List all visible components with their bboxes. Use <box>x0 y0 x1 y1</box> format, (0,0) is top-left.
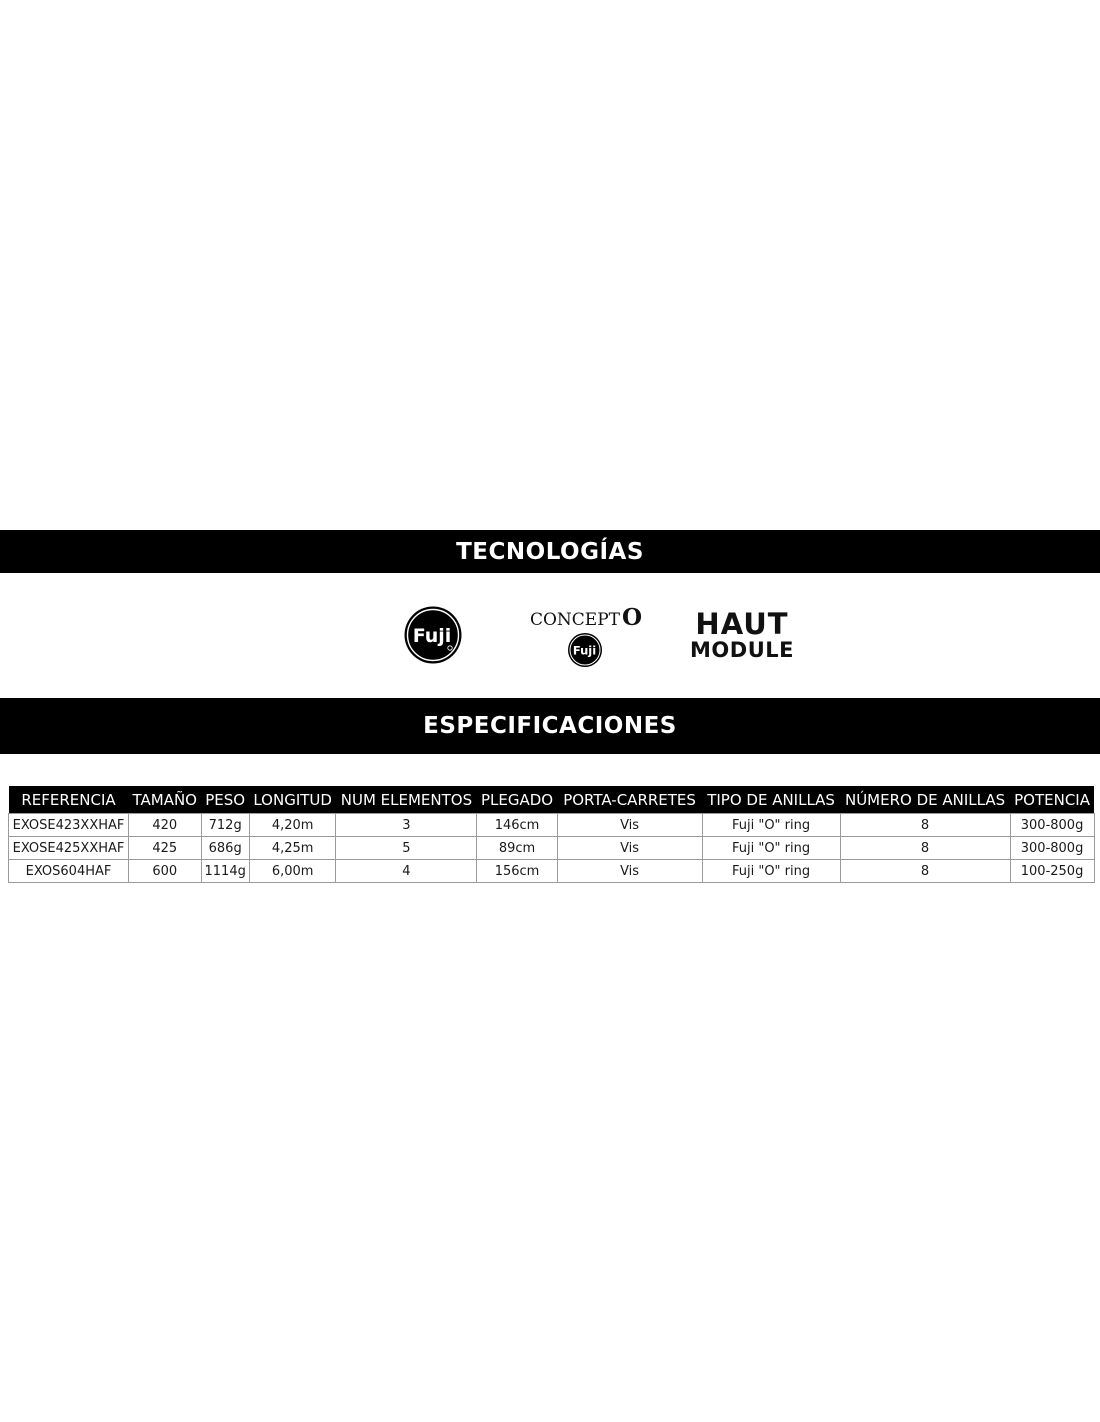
cell-potencia: 300-800g <box>1010 814 1094 837</box>
haut-module-logo <box>686 607 798 662</box>
table-header-row <box>9 786 1095 814</box>
technologies-header <box>0 530 1100 573</box>
specifications-title: ESPECIFICACIONES <box>423 713 677 739</box>
header-longitud: LONGITUD <box>249 786 336 814</box>
cell-referencia: EXOS604HAF <box>9 860 129 883</box>
cell-potencia: 300-800g <box>1010 837 1094 860</box>
header-tipo-anillas: TIPO DE ANILLAS <box>702 786 840 814</box>
cell-longitud: 4,20m <box>249 814 336 837</box>
cell-num-elementos: 3 <box>336 814 477 837</box>
cell-porta-carretes: Vis <box>557 837 702 860</box>
table-row <box>9 860 1095 883</box>
cell-porta-carretes: Vis <box>557 860 702 883</box>
cell-num-elementos: 5 <box>336 837 477 860</box>
header-numero-anillas: NÚMERO DE ANILLAS <box>840 786 1010 814</box>
header-referencia: REFERENCIA <box>9 786 129 814</box>
table-row <box>9 837 1095 860</box>
cell-referencia: EXOSE425XXHAF <box>9 837 129 860</box>
cell-longitud: 6,00m <box>249 860 336 883</box>
cell-peso: 1114g <box>201 860 249 883</box>
cell-referencia: EXOSE423XXHAF <box>9 814 129 837</box>
cell-plegado: 89cm <box>477 837 557 860</box>
cell-tipo-anillas: Fuji "O" ring <box>702 814 840 837</box>
cell-tamano: 600 <box>129 860 202 883</box>
cell-num-elementos: 4 <box>336 860 477 883</box>
header-potencia: POTENCIA <box>1010 786 1094 814</box>
cell-tamano: 425 <box>129 837 202 860</box>
cell-numero-anillas: 8 <box>840 860 1010 883</box>
concept-o-logo <box>528 604 644 666</box>
header-plegado: PLEGADO <box>477 786 557 814</box>
svg-text:Fuji: Fuji <box>572 643 597 658</box>
cell-numero-anillas: 8 <box>840 837 1010 860</box>
cell-tipo-anillas: Fuji "O" ring <box>702 860 840 883</box>
cell-tamano: 420 <box>129 814 202 837</box>
fuji-logo-icon <box>403 605 463 665</box>
module-text: MODULE <box>690 638 794 662</box>
header-porta-carretes: PORTA-CARRETES <box>557 786 702 814</box>
svg-text:Fuji: Fuji <box>412 625 452 647</box>
haut-text: HAUT <box>695 607 789 641</box>
specifications-table <box>8 786 1095 883</box>
table-row <box>9 814 1095 837</box>
technologies-title: TECNOLOGÍAS <box>456 538 644 565</box>
cell-peso: 686g <box>201 837 249 860</box>
header-num-elementos: NUM ELEMENTOS <box>336 786 477 814</box>
cell-plegado: 156cm <box>477 860 557 883</box>
cell-peso: 712g <box>201 814 249 837</box>
header-peso: PESO <box>201 786 249 814</box>
concept-o-letter: O <box>621 604 643 631</box>
specifications-header <box>0 698 1100 754</box>
technology-logos <box>0 590 1100 680</box>
cell-numero-anillas: 8 <box>840 814 1010 837</box>
header-tamano: TAMAÑO <box>129 786 202 814</box>
cell-porta-carretes: Vis <box>557 814 702 837</box>
fuji-small-logo-icon <box>567 632 603 668</box>
cell-longitud: 4,25m <box>249 837 336 860</box>
cell-plegado: 146cm <box>477 814 557 837</box>
cell-tipo-anillas: Fuji "O" ring <box>702 837 840 860</box>
cell-potencia: 100-250g <box>1010 860 1094 883</box>
concept-text: CONCEPT <box>529 610 620 630</box>
